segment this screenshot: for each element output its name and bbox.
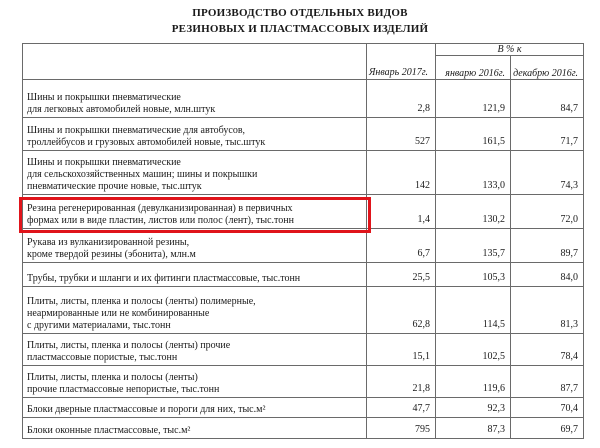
row-vs-december: 70,4 bbox=[511, 398, 584, 418]
row-value: 21,8 bbox=[367, 366, 436, 398]
production-table bbox=[22, 43, 584, 439]
row-vs-january: 130,2 bbox=[436, 195, 511, 229]
row-vs-january: 121,9 bbox=[436, 80, 511, 118]
table-row bbox=[23, 118, 584, 151]
row-name: Рукава из вулканизированной резины, кроме твердой резины (эбонита), млн.м bbox=[23, 229, 367, 263]
row-vs-january: 92,3 bbox=[436, 398, 511, 418]
row-vs-january: 102,5 bbox=[436, 334, 511, 366]
row-vs-december: 69,7 bbox=[511, 418, 584, 439]
table-row bbox=[23, 263, 584, 287]
row-vs-december: 71,7 bbox=[511, 118, 584, 151]
row-vs-january: 119,6 bbox=[436, 366, 511, 398]
table-row bbox=[23, 151, 584, 195]
row-value: 2,8 bbox=[367, 80, 436, 118]
row-vs-december: 84,0 bbox=[511, 263, 584, 287]
row-vs-january: 114,5 bbox=[436, 287, 511, 334]
title-line-1: ПРОИЗВОДСТВО ОТДЕЛЬНЫХ ВИДОВ bbox=[192, 7, 408, 19]
document-title bbox=[0, 5, 600, 37]
row-value: 795 bbox=[367, 418, 436, 439]
row-vs-january: 133,0 bbox=[436, 151, 511, 195]
row-vs-january: 87,3 bbox=[436, 418, 511, 439]
row-vs-december: 87,7 bbox=[511, 366, 584, 398]
row-name: Трубы, трубки и шланги и их фитинги пластмассовые, тыс.тонн bbox=[23, 263, 367, 287]
row-vs-december: 81,3 bbox=[511, 287, 584, 334]
header-vs-december: декабрю 2016г. bbox=[511, 56, 584, 80]
header-group: В % к bbox=[436, 44, 584, 56]
row-vs-january: 105,3 bbox=[436, 263, 511, 287]
table-row bbox=[23, 80, 584, 118]
row-vs-january: 135,7 bbox=[436, 229, 511, 263]
row-value: 25,5 bbox=[367, 263, 436, 287]
row-value: 62,8 bbox=[367, 287, 436, 334]
row-vs-january: 161,5 bbox=[436, 118, 511, 151]
row-value: 6,7 bbox=[367, 229, 436, 263]
table-row bbox=[23, 229, 584, 263]
row-name: Блоки дверные пластмассовые и пороги для них, тыс.м² bbox=[23, 398, 367, 418]
row-name: Плиты, листы, пленка и полосы (ленты) прочие пластмассовые пористые, тыс.тонн bbox=[23, 334, 367, 366]
table-row-highlighted bbox=[23, 195, 584, 229]
row-vs-december: 84,7 bbox=[511, 80, 584, 118]
row-vs-december: 78,4 bbox=[511, 334, 584, 366]
row-value: 15,1 bbox=[367, 334, 436, 366]
table-row bbox=[23, 334, 584, 366]
row-vs-december: 74,3 bbox=[511, 151, 584, 195]
table-row bbox=[23, 287, 584, 334]
row-name: Шины и покрышки пневматические для сельскохозяйственных машин; шины и покрышки пневматические прочие новые, тыс.штук bbox=[23, 151, 367, 195]
row-value: 527 bbox=[367, 118, 436, 151]
header-vs-january: январю 2016г. bbox=[436, 56, 511, 80]
row-name: Шины и покрышки пневматические для легковых автомобилей новые, млн.штук bbox=[23, 80, 367, 118]
table-row bbox=[23, 398, 584, 418]
table-row bbox=[23, 418, 584, 439]
header-period: Январь 2017г. bbox=[367, 44, 436, 80]
row-name: Плиты, листы, пленка и полосы (ленты) полимерные, неармированные или не комбинированные с другими материалами, тыс.тонн bbox=[23, 287, 367, 334]
header-name-cell bbox=[23, 44, 367, 80]
row-value: 142 bbox=[367, 151, 436, 195]
row-name: Плиты, листы, пленка и полосы (ленты) прочие пластмассовые непористые, тыс.тонн bbox=[23, 366, 367, 398]
row-vs-december: 89,7 bbox=[511, 229, 584, 263]
row-value: 1,4 bbox=[367, 195, 436, 229]
title-line-2: РЕЗИНОВЫХ И ПЛАСТМАССОВЫХ ИЗДЕЛИЙ bbox=[171, 23, 429, 35]
row-vs-december: 72,0 bbox=[511, 195, 584, 229]
row-name: Шины и покрышки пневматические для автобусов, троллейбусов и грузовых автомобилей новые, тыс.штук bbox=[23, 118, 367, 151]
row-name: Резина регенерированная (девулканизированная) в первичных формах или в виде пластин, листов или полос (лент), тыс.тонн bbox=[23, 195, 367, 229]
row-value: 47,7 bbox=[367, 398, 436, 418]
row-name: Блоки оконные пластмассовые, тыс.м² bbox=[23, 418, 367, 439]
table-row bbox=[23, 366, 584, 398]
